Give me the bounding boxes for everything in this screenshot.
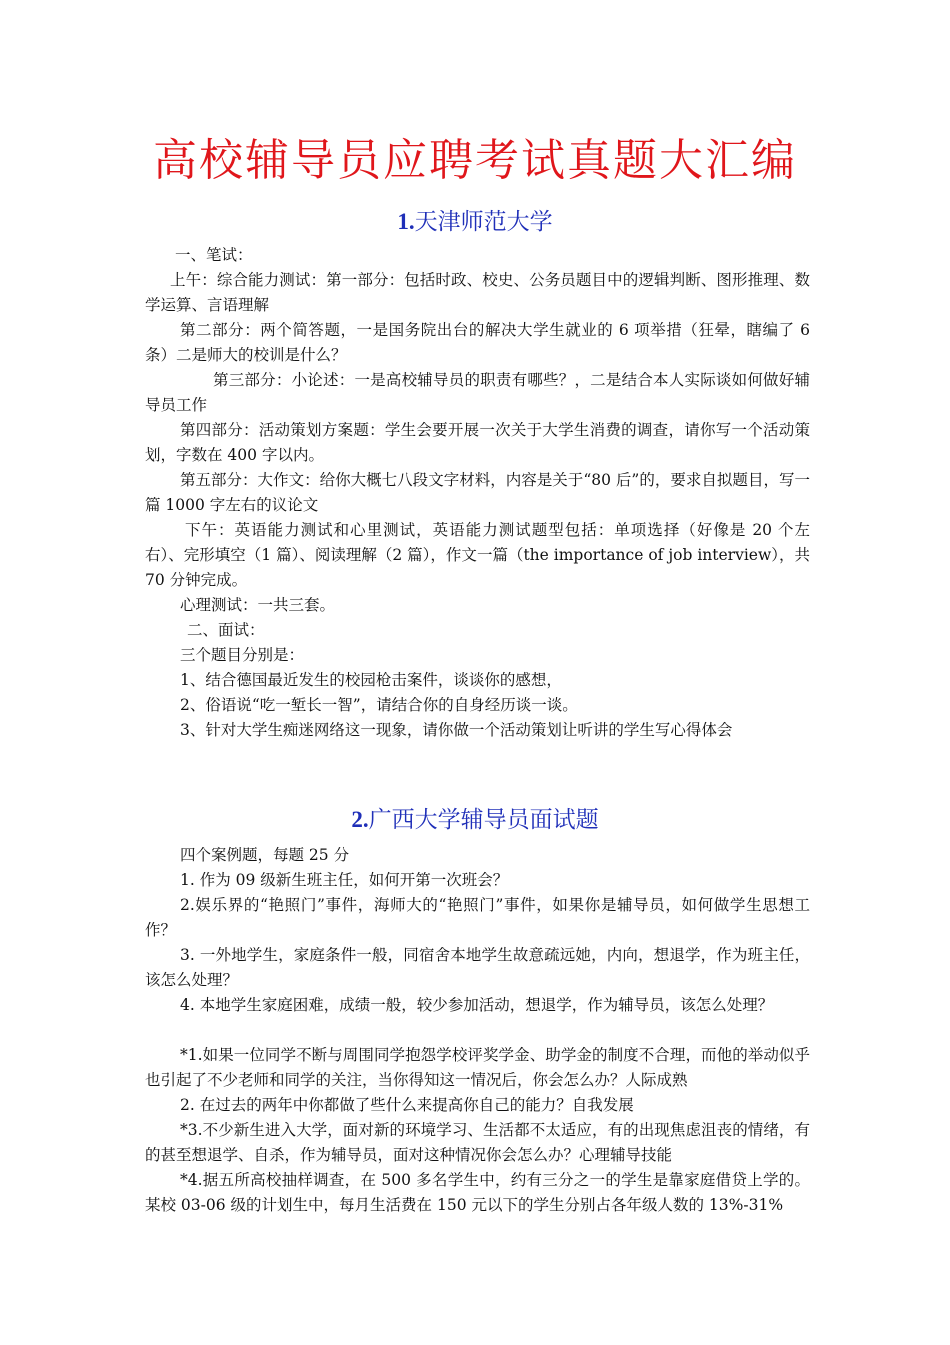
paragraph: 上午：综合能力测试：第一部分：包括时政、校史、公务员题目中的逻辑判断、图形推理、数学运算、言语理解 [145,271,810,314]
paragraph: 三个题目分别是： [180,646,305,664]
list-item: 3. 一外地学生，家庭条件一般，同宿舍本地学生故意疏远她，内向，想退学，作为班主任，该怎么处理？ [145,946,810,989]
paragraph: 一、笔试： [175,246,253,264]
section-1-heading [0,203,950,236]
list-item: *3.不少新生进入大学，面对新的环境学习、生活都不太适应，有的出现焦虑沮丧的情绪，有的甚至想退学、自杀，作为辅导员，面对这种情况你会怎么办？心理辅导技能 [145,1121,810,1164]
list-item: 2. 在过去的两年中你都做了些什么来提高你自己的能力？自我发展 [180,1096,634,1114]
list-item: 2.娱乐界的“艳照门”事件，海师大的“艳照门”事件，如果你是辅导员，如何做学生思想工作？ [145,896,810,939]
list-item: 2、俗语说“吃一堑长一智”，请结合你的自身经历谈一谈。 [180,696,578,714]
paragraph: 心理测试：一共三套。 [180,596,336,614]
list-item: *4.据五所高校抽样调查，在 500 多名学生中，约有三分之一的学生是靠家庭借贷上学的。某校 03-06 级的计划生中，每月生活费在 150 元以下的学生分别占各年级人数的 13%-31% [145,1171,810,1214]
section-1-title: 天津师范大学 [414,209,553,235]
document-title: 高校辅导员应聘考试真题大汇编 [153,135,797,186]
section-1-number: 1. [397,209,415,234]
list-item: 1、结合德国最近发生的校园枪击案件，谈谈你的感想， [180,671,562,689]
section-2-heading [0,801,950,834]
section-2-number: 2. [351,807,369,832]
paragraph: 第二部分：两个简答题，一是国务院出台的解决大学生就业的 6 项举措（狂晕，瞎编了 6 条）二是师大的校训是什么？ [145,321,810,364]
list-item: 1. 作为 09 级新生班主任，如何开第一次班会？ [180,871,509,889]
list-item: 4. 本地学生家庭困难，成绩一般，较少参加活动，想退学，作为辅导员，该怎么处理？ [180,996,774,1014]
section-2-title: 广西大学辅导员面试题 [368,807,599,833]
paragraph: 第五部分：大作文：给你大概七八段文字材料，内容是关于“80 后”的，要求自拟题目，写一篇 1000 字左右的议论文 [145,471,810,514]
list-item: *1.如果一位同学不断与周围同学抱怨学校评奖学金、助学金的制度不合理，而他的举动似乎也引起了不少老师和同学的关注，当你得知这一情况后，你会怎么办？人际成熟 [145,1046,810,1089]
paragraph: 下午：英语能力测试和心里测试，英语能力测试题型包括：单项选择（好像是 20 个左右）、完形填空（1 篇）、阅读理解（2 篇），作文一篇（the importance of job interview），共 70 分钟完成。 [145,521,810,589]
paragraph: 第四部分：活动策划方案题：学生会要开展一次关于大学生消费的调查，请你写一个活动策划，字数在 400 字以内。 [145,421,810,464]
paragraph: 四个案例题，每题 25 分 [180,846,350,864]
list-item: 3、针对大学生痴迷网络这一现象，请你做一个活动策划让听讲的学生写心得体会 [180,721,733,739]
paragraph: 二、面试： [187,621,265,639]
paragraph: 第三部分：小论述：一是高校辅导员的职责有哪些？，二是结合本人实际谈如何做好辅导员工作 [145,371,810,414]
